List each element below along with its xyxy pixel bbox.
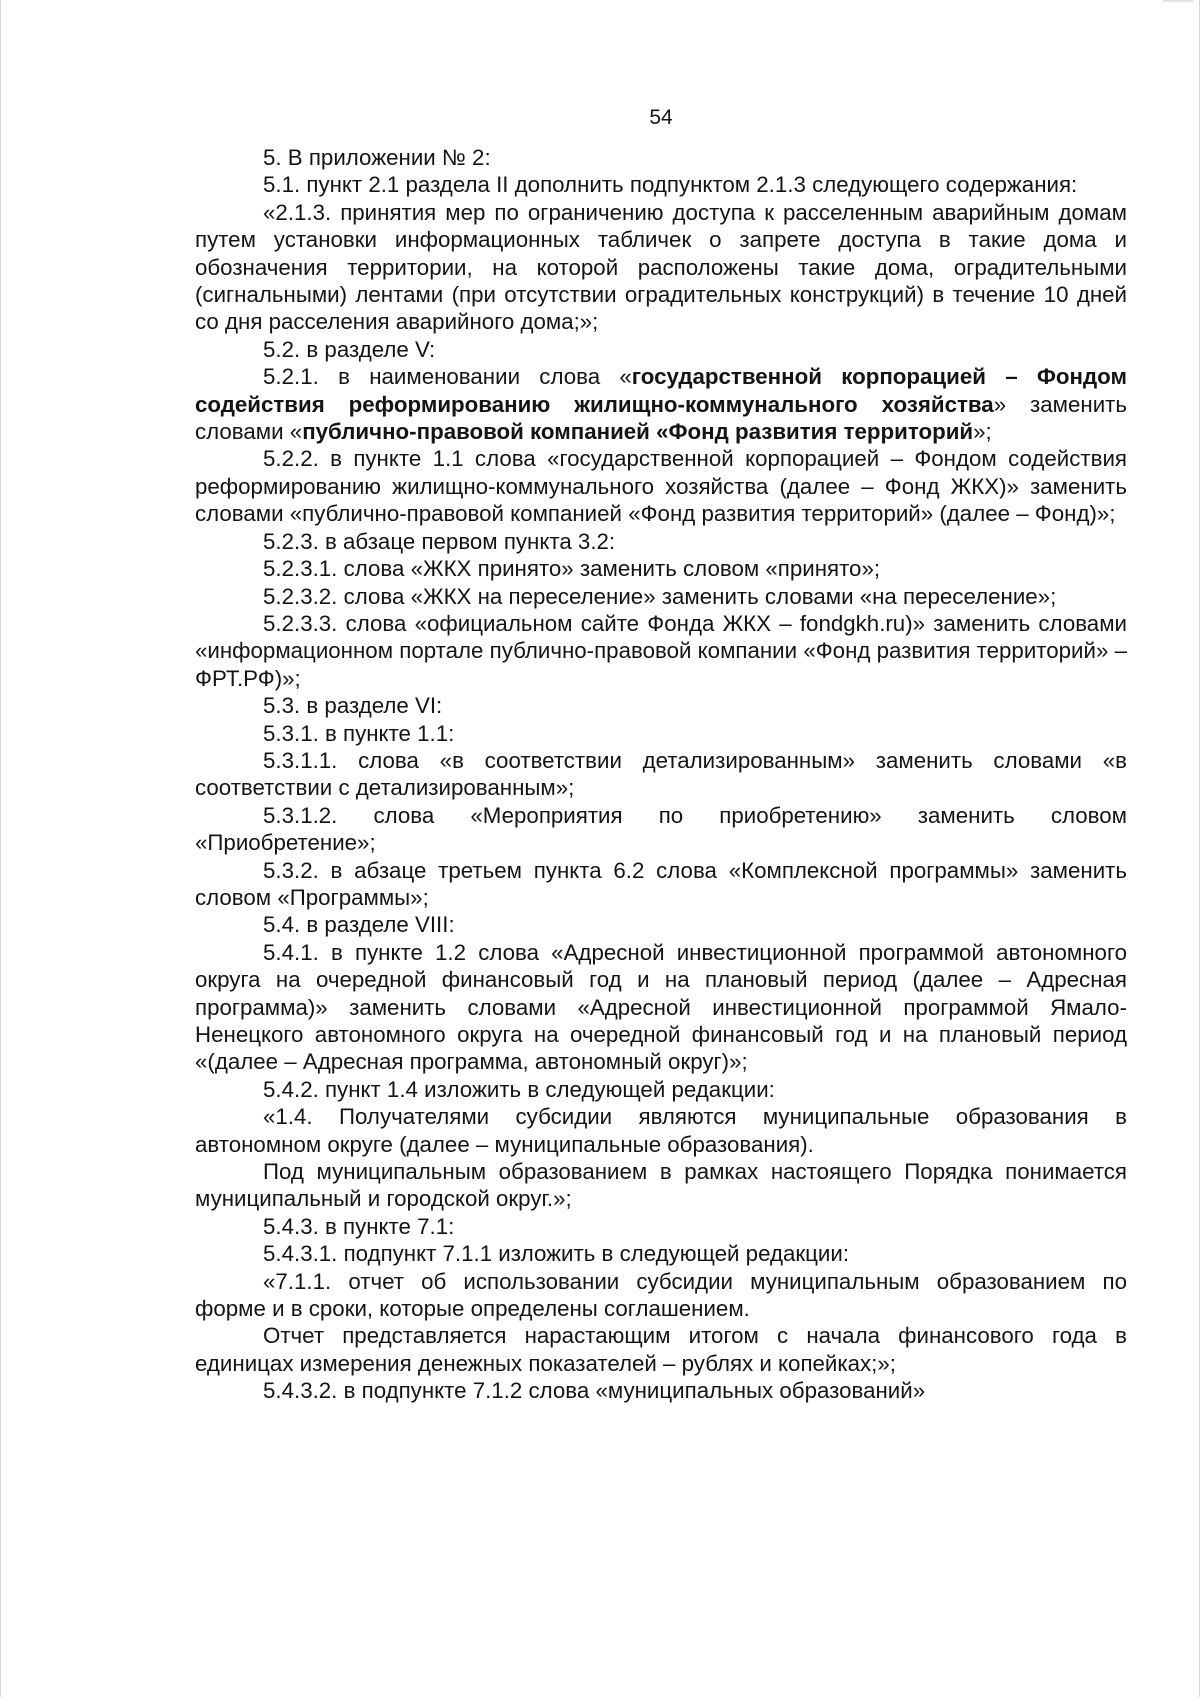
text-segment: Под муниципальным образованием в рамках настоящего Порядка понимается муниципальный и городской округ.»; [195,1159,1127,1212]
paragraph-p13 [195,747,1127,802]
paragraph-p6 [195,445,1127,527]
paragraph-p11 [195,692,1127,719]
paragraph-p7 [195,528,1127,555]
text-segment: 5.4.3.2. в подпункте 7.1.2 слова «муниципальных образований» [263,1378,926,1404]
text-segment: 5.4. в разделе VIII: [263,912,455,938]
paragraph-p19 [195,1103,1127,1158]
paragraph-p2 [195,171,1127,198]
text-segment: 5.3. в разделе VI: [263,693,443,719]
text-segment: «7.1.1. отчет об использовании субсидии муниципальным образованием по форме и в сроки, которые определены соглашением. [195,1268,1127,1322]
paragraph-p17 [195,939,1127,1076]
bold-text: государственной корпорацией – Фондом содействия реформированию жилищно-коммунального хозяйства [195,364,1127,417]
text-segment: 5.2.3.1. слова «ЖКХ принято» заменить словом «принято»; [263,556,881,582]
text-segment: 5.1. пункт 2.1 раздела II дополнить подпунктом 2.1.3 следующего содержания: [263,172,1078,198]
text-segment: 5.4.3.1. подпункт 7.1.1 изложить в следующей редакции: [263,1241,850,1267]
text-segment: 5.2.1. в наименовании слова « [263,364,632,390]
text-segment: Отчет представляется нарастающим итогом с начала финансового года в единицах измерения денежных показателей – рублях и копейках;»; [195,1323,1127,1376]
paragraph-p10 [195,610,1127,692]
text-segment: 5.3.1.1. слова «в соответствии детализированным» заменить словами «в соответствии с детализированным»; [195,747,1127,801]
text-segment: 5.3.2. в абзаце третьем пункта 6.2 слова «Комплексной программы» заменить словом «Программы»; [195,857,1127,910]
paragraph-p23 [195,1268,1127,1323]
paragraph-p16 [195,911,1127,938]
text-segment: 5.4.1. в пункте 1.2 слова «Адресной инвестиционной программой автономного округа на очередной финансовый год и на плановый период (далее – Адресная программа)» заменить словами «Адресной инвестиционной программой Ямало-Ненецкого автономного округа на очередной финансовый год и на плановый период «(далее – Адресная программа, автономный округ)»; [195,939,1127,1075]
document-body [195,144,1127,1405]
paragraph-p15 [195,857,1127,912]
text-segment: «1.4. Получателями субсидии являются муниципальные образования в автономном округе (далее – муниципальные образования). [195,1104,1127,1157]
text-segment: 5.2.2. в пункте 1.1 слова «государственной корпорацией – Фондом содействия реформированию жилищно-коммунального хозяйства (далее – Фонд ЖКХ)» заменить словами «публично-правовой компанией «Фонд развития территорий» (далее – Фонд)»; [195,446,1127,527]
paragraph-p20 [195,1158,1127,1213]
text-segment: 5.3.1.2. слова «Мероприятия по приобретению» заменить словом «Приобретение»; [195,802,1127,856]
paragraph-p22 [195,1240,1127,1267]
text-segment: » заменить словами « [195,391,1127,445]
text-segment: 5.2.3. в абзаце первом пункта 3.2: [263,528,616,554]
paragraph-p24 [195,1322,1127,1377]
text-segment: »; [973,419,992,445]
paragraph-p14 [195,802,1127,857]
text-segment: 5.4.2. пункт 1.4 изложить в следующей редакции: [263,1076,775,1102]
paragraph-p25 [195,1377,1127,1404]
text-segment: 5.2.3.2. слова «ЖКХ на переселение» заменить словами «на переселение»; [263,583,1057,609]
text-segment: 5.2. в разделе V: [263,336,436,362]
text-segment: 5.3.1. в пункте 1.1: [263,720,455,746]
paragraph-p9 [195,583,1127,610]
text-segment: 5.2.3.3. слова «официальном сайте Фонда ЖКХ – fondgkh.ru)» заменить словами «информационном портале публично-правовой компании «Фонд развития территорий» – ФРТ.РФ)»; [195,610,1127,691]
paragraph-p21 [195,1213,1127,1240]
paragraph-p1 [195,144,1127,171]
text-segment: 5.4.3. в пункте 7.1: [263,1213,455,1239]
text-segment: «2.1.3. принятия мер по ограничению доступа к расселенным аварийным домам путем установки информационных табличек о запрете доступа в такие дома и обозначения территории, на которой расположены такие дома, оградительными (сигнальными) лентами (при отсутствии оградительных конструкций) в течение 10 дней со дня расселения аварийного дома;»; [195,199,1127,335]
paragraph-p4 [195,336,1127,363]
paragraph-p12 [195,720,1127,747]
text-segment: 5. В приложении № 2: [263,145,491,170]
bold-text: публично-правовой компанией «Фонд развития территорий [302,419,974,445]
page-number: 54 [649,106,673,129]
paragraph-p18 [195,1076,1127,1103]
paragraph-p8 [195,555,1127,582]
scan-edge-mark [1163,0,1193,2]
paragraph-p5 [195,363,1127,445]
paragraph-p3 [195,199,1127,336]
